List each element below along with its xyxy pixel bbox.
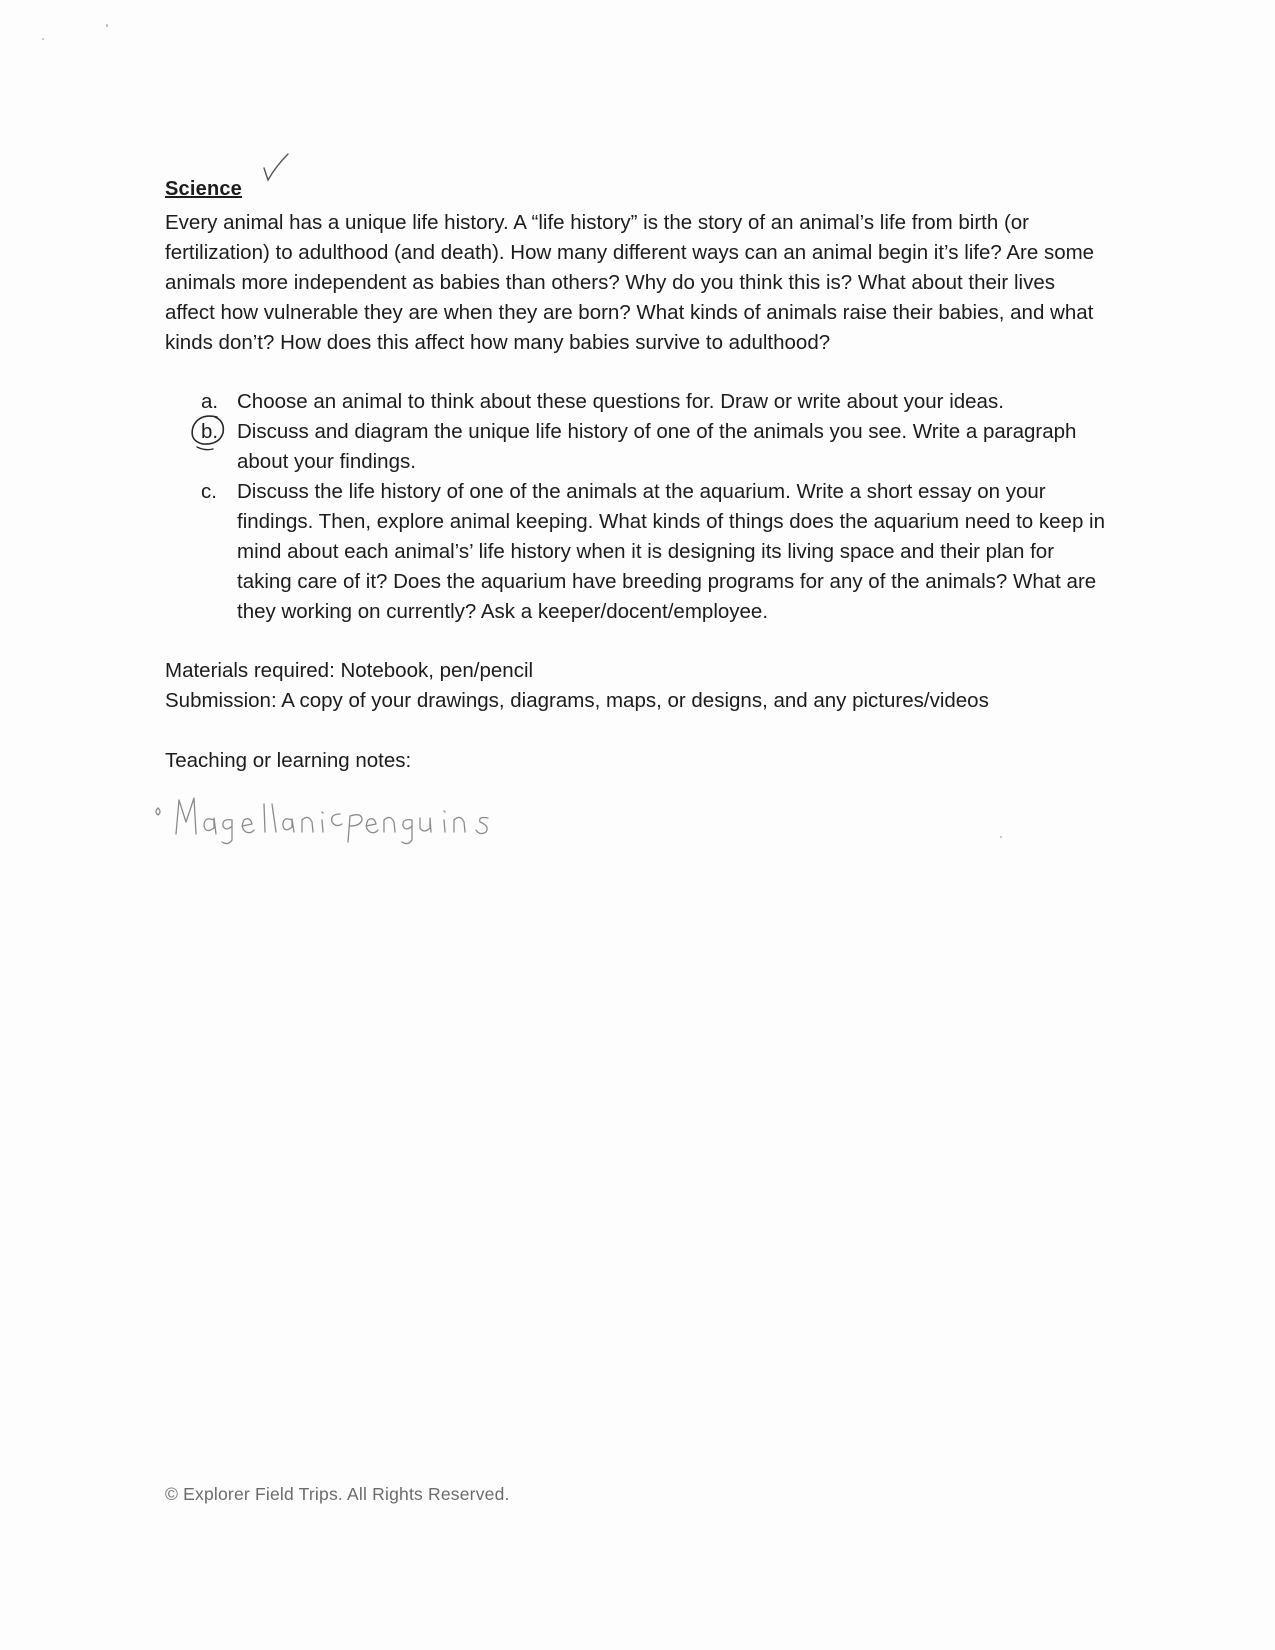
section-heading: Science — [165, 178, 243, 200]
task-item-b — [165, 417, 1105, 477]
materials-line: Materials required: Notebook, pen/pencil — [165, 659, 534, 682]
task-letter: c. — [201, 480, 217, 503]
handwritten-note — [152, 790, 552, 846]
submission-line: Submission: A copy of your drawings, diagrams, maps, or designs, and any pictures/videos — [165, 689, 989, 712]
scan-speck — [42, 38, 44, 40]
task-text: Choose an animal to think about these questions for. Draw or write about your ideas. — [237, 390, 1004, 413]
check-mark-icon — [262, 150, 302, 194]
task-letter: b. — [201, 420, 219, 443]
task-text: Discuss and diagram the unique life history of one of the animals you see. Write a paragraph about your findings. — [237, 420, 1077, 473]
requirements-block — [165, 656, 1105, 716]
notes-label: Teaching or learning notes: — [165, 749, 412, 772]
task-item-c — [165, 477, 1105, 627]
task-letter: a. — [201, 390, 219, 413]
intro-paragraph: Every animal has a unique life history. A “life history” is the story of an animal’s life from birth (or fertilization) to adulthood (and death). How many different ways can an animal begin it’s life? Are some animals more independent as babies than others? Why do you think this is? What about their lives affect how vulnerable they are when they are born? What kinds of animals raise their babies, and what kinds don’t? How does this affect how many babies survive to adulthood? — [165, 211, 1095, 354]
scan-speck — [106, 24, 108, 27]
copyright-footer: © Explorer Field Trips. All Rights Reserved. — [165, 1484, 510, 1504]
task-item-a — [165, 387, 1105, 417]
scan-speck — [1000, 836, 1002, 838]
task-list — [165, 387, 1105, 627]
task-text: Discuss the life history of one of the animals at the aquarium. Write a short essay on your findings. Then, explore animal keeping. What kinds of things does the aquarium need to keep in mind about each animal’s’ life history when it is designing its living space and their plan for taking care of it? Does the aquarium have breeding programs for any of the animals? What are they working on currently? Ask a keeper/docent/employee. — [237, 480, 1105, 623]
